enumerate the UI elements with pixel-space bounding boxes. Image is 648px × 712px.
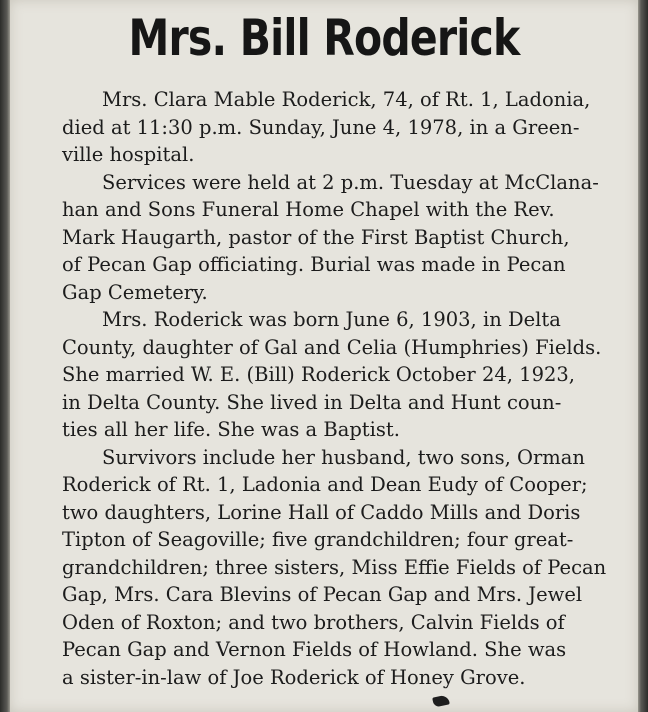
obituary-body [22,86,626,691]
text-line: a sister-in-law of Joe Roderick of Honey Grove. [62,665,526,689]
text-line: of Pecan Gap officiating. Burial was made in Pecan [62,253,566,276]
text-line: Gap Cemetery. [62,280,208,304]
scan-left-border [0,0,10,712]
text-line: She married W. E. (Bill) Roderick October 24, 1923, [62,363,575,386]
text-line: Mark Haugarth, pastor of the First Baptist Church, [62,225,570,249]
obituary-headline: Mrs. Bill Roderick [128,9,520,67]
text-line: Tipton of Seagoville; five grandchildren; four great- [62,528,574,551]
text-line: Services were held at 2 p.m. Tuesday at McClana- [102,170,599,194]
text-line: Oden of Roxton; and two brothers, Calvin Fields of [62,610,565,634]
text-line: Mrs. Clara Mable Roderick, 74, of Rt. 1, Ladonia, [102,88,591,111]
scan-right-border [638,0,648,712]
text-line: Pecan Gap and Vernon Fields of Howland. She was [62,638,567,661]
text-line: Roderick of Rt. 1, Ladonia and Dean Eudy of Cooper; [62,473,588,496]
text-line: Mrs. Roderick was born June 6, 1903, in Delta [102,308,561,331]
text-line: ville hospital. [62,143,195,166]
text-line: grandchildren; three sisters, Miss Effie Fields of Pecan [62,555,607,579]
text-line: Survivors include her husband, two sons, Orman [102,445,585,469]
paragraph-survivors [22,444,626,692]
text-line: two daughters, Lorine Hall of Caddo Mills and Doris [62,500,581,524]
paragraph-death-notice [22,86,626,169]
paragraph-biography [22,306,626,444]
text-line: County, daughter of Gal and Celia (Humphries) Fields. [62,335,602,359]
text-line: Gap, Mrs. Cara Blevins of Pecan Gap and Mrs. Jewel [62,583,583,606]
text-line: han and Sons Funeral Home Chapel with the Rev. [62,198,555,221]
text-line: in Delta County. She lived in Delta and Hunt coun- [62,390,562,414]
paragraph-services [22,169,626,307]
text-line: ties all her life. She was a Baptist. [62,418,400,441]
text-line: died at 11:30 p.m. Sunday, June 4, 1978, in a Green- [62,115,580,139]
